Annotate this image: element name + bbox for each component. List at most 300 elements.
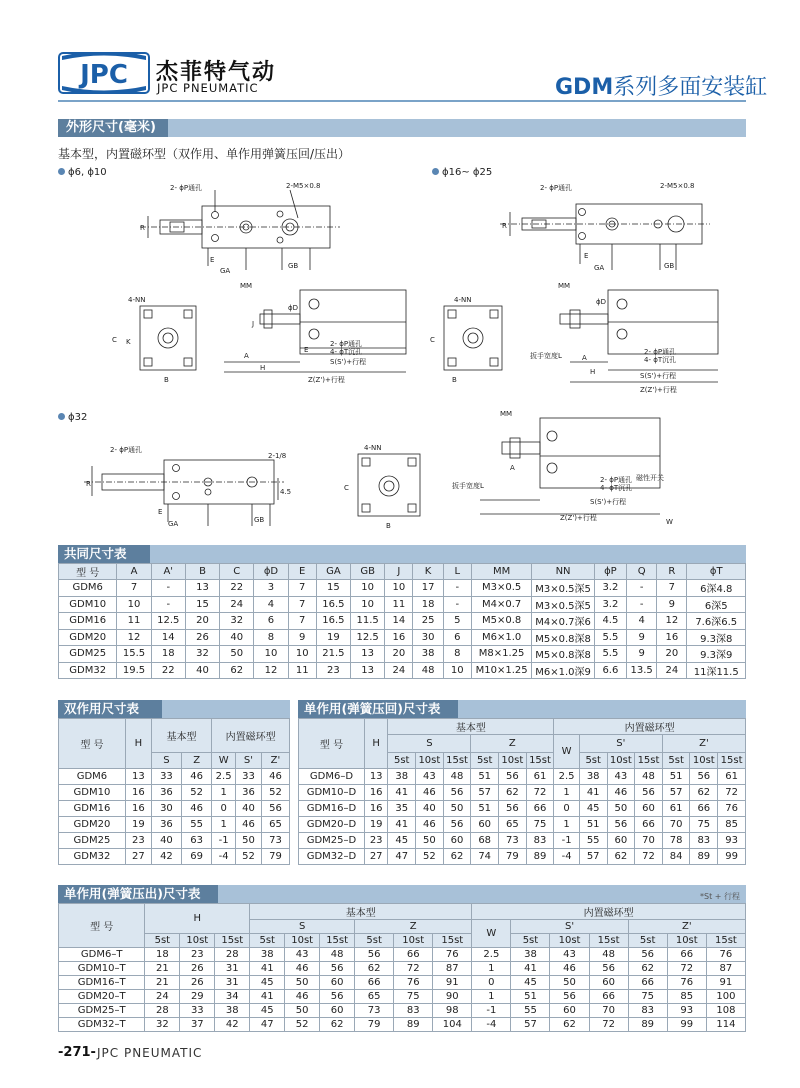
col-w: W xyxy=(212,753,236,769)
so-value-cell: 34 xyxy=(215,990,250,1004)
common-model-cell: GDM20 xyxy=(59,629,117,646)
common-value-cell: 4 xyxy=(254,596,288,613)
double-value-cell: 73 xyxy=(261,833,289,849)
so-value-cell: 60 xyxy=(320,1004,355,1018)
common-value-cell: M3×0.5深5 xyxy=(532,580,594,597)
common-value-cell: 13 xyxy=(351,662,385,679)
common-col-header: K xyxy=(413,564,443,580)
sb-value-cell: 72 xyxy=(526,785,554,801)
label-nn-16: 4-NN xyxy=(454,296,472,304)
sb-value-cell: 61 xyxy=(718,769,746,785)
common-value-cell: M6×1.0 xyxy=(471,629,531,646)
common-value-cell: 14 xyxy=(151,629,185,646)
sb-stroke-header: 5st xyxy=(662,753,690,769)
common-value-cell: 6深4.8 xyxy=(687,580,746,597)
drawing-side-view-6-10 xyxy=(104,282,414,392)
label-gb-16: GB xyxy=(664,262,675,270)
common-value-cell: 32 xyxy=(185,646,219,663)
jpc-logo xyxy=(58,52,150,94)
sb-value-cell: 19 xyxy=(364,817,387,833)
sb-value-cell: 72 xyxy=(635,849,663,865)
sb-value-cell: 56 xyxy=(443,785,471,801)
sb-stroke-header: 15st xyxy=(635,753,663,769)
double-row xyxy=(59,833,290,849)
so-row xyxy=(59,1018,746,1032)
col-h: H xyxy=(125,719,151,769)
stroke-note: *St + 行程 xyxy=(700,892,741,901)
common-value-cell: 5.5 xyxy=(594,629,626,646)
common-row xyxy=(59,613,746,630)
so-value-cell: 108 xyxy=(706,1004,745,1018)
sb-value-cell: 0 xyxy=(554,801,580,817)
label-d: ϕD xyxy=(288,304,299,312)
common-value-cell: 15 xyxy=(185,596,219,613)
double-value-cell: 56 xyxy=(261,801,289,817)
sb-value-cell: 43 xyxy=(607,769,635,785)
so-value-cell: 43 xyxy=(550,948,589,962)
sb-stroke-header: 5st xyxy=(579,753,607,769)
double-value-cell: 46 xyxy=(182,801,212,817)
common-value-cell: 22 xyxy=(220,580,254,597)
double-value-cell: 2.5 xyxy=(212,769,236,785)
common-value-cell: 12 xyxy=(117,629,151,646)
sb-value-cell: 56 xyxy=(443,817,471,833)
so-value-cell: 2.5 xyxy=(472,948,511,962)
so-value-cell: 75 xyxy=(394,990,433,1004)
sb-value-cell: 45 xyxy=(579,801,607,817)
common-value-cell: - xyxy=(627,596,657,613)
common-model-cell: GDM16 xyxy=(59,613,117,630)
double-value-cell: 1 xyxy=(212,817,236,833)
sb-stroke-header: 15st xyxy=(443,753,471,769)
so-value-cell: 46 xyxy=(550,962,589,976)
sb-value-cell: 89 xyxy=(526,849,554,865)
label-zstroke-32: Z(Z')+行程 xyxy=(560,514,597,522)
double-model-cell: GDM25 xyxy=(59,833,126,849)
double-value-cell: 36 xyxy=(236,785,262,801)
label-rc-32: 2-1/8 xyxy=(268,452,287,460)
sb-value-cell: 50 xyxy=(443,801,471,817)
double-value-cell: 19 xyxy=(125,817,151,833)
page-number: -271- xyxy=(58,1045,96,1060)
common-value-cell: 3.2 xyxy=(594,580,626,597)
so-value-cell: 83 xyxy=(394,1004,433,1018)
sb-value-cell: 75 xyxy=(526,817,554,833)
sb-value-cell: 38 xyxy=(388,769,416,785)
sb-value-cell: 2.5 xyxy=(554,769,580,785)
sb-stroke-header: 15st xyxy=(526,753,554,769)
series-title xyxy=(555,70,767,101)
label-ga-32: GA xyxy=(168,520,179,528)
sb-value-cell: 50 xyxy=(416,833,444,849)
common-value-cell: 40 xyxy=(185,662,219,679)
common-value-cell: 9 xyxy=(657,596,687,613)
label-ga: GA xyxy=(220,267,231,275)
double-row xyxy=(59,785,290,801)
common-value-cell: M3×0.5深5 xyxy=(532,596,594,613)
col-s: S xyxy=(151,753,181,769)
so-value-cell: 65 xyxy=(355,990,394,1004)
col-s2: S' xyxy=(236,753,262,769)
so-value-cell: 24 xyxy=(145,990,180,1004)
common-value-cell: 7 xyxy=(288,580,316,597)
double-value-cell: 33 xyxy=(236,769,262,785)
sb-value-cell: 78 xyxy=(662,833,690,849)
label-m5-16: 2-M5×0.8 xyxy=(660,182,695,190)
so-value-cell: 48 xyxy=(589,948,628,962)
sb-value-cell: 62 xyxy=(607,849,635,865)
so-model-cell: GDM25–T xyxy=(59,1004,145,1018)
label-magnet-32: 磁性开关 xyxy=(636,474,664,482)
double-table-title: 双作用尺寸表 xyxy=(58,700,162,718)
so-value-cell: 62 xyxy=(320,1018,355,1032)
so-value-cell: 73 xyxy=(355,1004,394,1018)
label-e2: E xyxy=(304,346,309,354)
sb-value-cell: 47 xyxy=(388,849,416,865)
group-label-16-25: ϕ16~ ϕ25 xyxy=(432,167,492,178)
common-value-cell: 16 xyxy=(657,629,687,646)
sb-value-cell: -4 xyxy=(554,849,580,865)
double-value-cell: 46 xyxy=(182,769,212,785)
section-title: 外形尺寸(毫米) xyxy=(58,119,168,137)
so-value-cell: 37 xyxy=(180,1018,215,1032)
so-value-cell: 55 xyxy=(511,1004,550,1018)
sb-col-s: S xyxy=(388,735,471,753)
common-value-cell: 5 xyxy=(443,613,471,630)
so-value-cell: 60 xyxy=(320,976,355,990)
so-value-cell: 46 xyxy=(285,990,320,1004)
label-stroke: S(S')+行程 xyxy=(330,358,367,366)
label-r-16: R xyxy=(502,222,507,230)
common-value-cell: 9 xyxy=(627,629,657,646)
double-value-cell: 63 xyxy=(182,833,212,849)
common-value-cell: 18 xyxy=(151,646,185,663)
so-col-w: W xyxy=(472,920,511,948)
label-h: H xyxy=(260,364,266,372)
sb-value-cell: 48 xyxy=(635,769,663,785)
common-value-cell: 6.6 xyxy=(594,662,626,679)
so-value-cell: 85 xyxy=(667,990,706,1004)
label-nn: 4-NN xyxy=(128,296,146,304)
common-value-cell: M4×0.7深6 xyxy=(532,613,594,630)
label-r-32: R xyxy=(86,480,91,488)
so-stroke-header: 15st xyxy=(433,934,472,948)
double-value-cell: 52 xyxy=(236,849,262,865)
so-col-s2: S' xyxy=(511,920,628,934)
label-b-16: B xyxy=(452,376,457,384)
so-value-cell: 60 xyxy=(550,1004,589,1018)
common-value-cell: 17 xyxy=(413,580,443,597)
so-value-cell: 1 xyxy=(472,990,511,1004)
so-value-cell: 90 xyxy=(433,990,472,1004)
common-value-cell: M6×1.0深9 xyxy=(532,662,594,679)
so-value-cell: 23 xyxy=(180,948,215,962)
common-col-header: E xyxy=(288,564,316,580)
common-value-cell: 24 xyxy=(385,662,413,679)
common-col-header: MM xyxy=(471,564,531,580)
sb-value-cell: 56 xyxy=(690,769,718,785)
common-value-cell: 19.5 xyxy=(117,662,151,679)
so-value-cell: 31 xyxy=(215,962,250,976)
col-basic: 基本型 xyxy=(151,719,211,753)
sb-value-cell: 60 xyxy=(443,833,471,849)
sb-value-cell: 61 xyxy=(526,769,554,785)
drawing-side-view-32 xyxy=(440,410,680,528)
label-c: C xyxy=(112,336,117,344)
sb-value-cell: 46 xyxy=(416,817,444,833)
footer-brand: JPC PNEUMATIC xyxy=(97,1046,203,1060)
common-value-cell: 13.5 xyxy=(627,662,657,679)
sb-value-cell: 56 xyxy=(635,785,663,801)
series-suffix: 系列多面安装缸 xyxy=(613,75,768,100)
common-value-cell: 12 xyxy=(657,613,687,630)
sb-value-cell: 89 xyxy=(690,849,718,865)
drawing-top-view-32 xyxy=(84,430,294,530)
label-e-32: E xyxy=(158,508,163,516)
so-value-cell: 38 xyxy=(250,948,285,962)
common-col-header: L xyxy=(443,564,471,580)
label-stroke-32: S(S')+行程 xyxy=(590,498,627,506)
so-col-s: S xyxy=(250,920,355,934)
so-model-cell: GDM20–T xyxy=(59,990,145,1004)
sb-value-cell: 1 xyxy=(554,785,580,801)
label-j: J xyxy=(252,320,255,328)
sb-value-cell: 72 xyxy=(718,785,746,801)
so-value-cell: 99 xyxy=(667,1018,706,1032)
common-dimension-table xyxy=(58,563,746,679)
so-value-cell: 33 xyxy=(180,1004,215,1018)
common-value-cell: 10 xyxy=(351,580,385,597)
double-value-cell: 30 xyxy=(151,801,181,817)
common-value-cell: 14 xyxy=(385,613,413,630)
sb-value-cell: 65 xyxy=(499,817,527,833)
common-value-cell: 50 xyxy=(220,646,254,663)
common-row xyxy=(59,662,746,679)
double-value-cell: 52 xyxy=(182,785,212,801)
sb-value-cell: 57 xyxy=(662,785,690,801)
label-b: B xyxy=(164,376,169,384)
sb-value-cell: 61 xyxy=(662,801,690,817)
so-stroke-header: 10st xyxy=(180,934,215,948)
double-value-cell: -1 xyxy=(212,833,236,849)
so-value-cell: 26 xyxy=(180,962,215,976)
sb-value-cell: 23 xyxy=(364,833,387,849)
sb-value-cell: 57 xyxy=(471,785,499,801)
sb-model-cell: GDM16–D xyxy=(299,801,365,817)
common-col-header: ϕT xyxy=(687,564,746,580)
common-value-cell: 40 xyxy=(220,629,254,646)
spring-back-table xyxy=(298,718,746,865)
so-value-cell: 56 xyxy=(628,948,667,962)
sb-value-cell: 46 xyxy=(416,785,444,801)
sb-stroke-header: 5st xyxy=(388,753,416,769)
so-stroke-header: 10st xyxy=(285,934,320,948)
common-value-cell: 12.5 xyxy=(151,613,185,630)
so-col-basic: 基本型 xyxy=(250,904,472,920)
so-value-cell: 31 xyxy=(215,976,250,990)
so-value-cell: 76 xyxy=(706,948,745,962)
so-value-cell: 62 xyxy=(550,1018,589,1032)
common-value-cell: 7 xyxy=(288,596,316,613)
so-value-cell: 91 xyxy=(706,976,745,990)
label-port2-32: 2- ϕP通孔 xyxy=(600,476,633,484)
so-value-cell: 72 xyxy=(589,1018,628,1032)
label-nn-32: 4-NN xyxy=(364,444,382,452)
so-value-cell: 70 xyxy=(589,1004,628,1018)
common-value-cell: 32 xyxy=(220,613,254,630)
so-value-cell: 62 xyxy=(628,962,667,976)
section-subtitle: 基本型，内置磁环型（双作用、单作用弹簧压回/压出） xyxy=(58,147,351,161)
common-value-cell: M5×0.8深8 xyxy=(532,646,594,663)
common-value-cell: 23 xyxy=(316,662,350,679)
label-gb-32: GB xyxy=(254,516,265,524)
sb-value-cell: 70 xyxy=(662,817,690,833)
common-value-cell: 13 xyxy=(351,646,385,663)
common-table-bar xyxy=(58,545,746,563)
so-value-cell: 28 xyxy=(215,948,250,962)
sb-col-magnet: 内置磁环型 xyxy=(554,719,746,735)
label-tc-32: 4- ϕT沉孔 xyxy=(600,484,633,492)
double-value-cell: 79 xyxy=(261,849,289,865)
common-row xyxy=(59,629,746,646)
common-value-cell: M3×0.5 xyxy=(471,580,531,597)
so-value-cell: 28 xyxy=(145,1004,180,1018)
common-value-cell: 7 xyxy=(288,613,316,630)
common-value-cell: 22 xyxy=(151,662,185,679)
sb-value-cell: 51 xyxy=(471,769,499,785)
double-row xyxy=(59,817,290,833)
label-e-16: E xyxy=(584,252,589,260)
so-row xyxy=(59,948,746,962)
label-port: 2- ϕP通孔 xyxy=(170,184,203,192)
header-divider xyxy=(58,100,746,102)
common-row xyxy=(59,580,746,597)
group-label-32: ϕ32 xyxy=(58,412,87,423)
so-value-cell: 104 xyxy=(433,1018,472,1032)
sb-value-cell: 84 xyxy=(662,849,690,865)
sb-col-s2: S' xyxy=(579,735,662,753)
drawing-top-view-6-10 xyxy=(140,178,340,276)
common-value-cell: 16.5 xyxy=(316,613,350,630)
sb-value-cell: 27 xyxy=(364,849,387,865)
so-value-cell: 76 xyxy=(433,948,472,962)
so-stroke-header: 15st xyxy=(320,934,355,948)
label-port-32: 2- ϕP通孔 xyxy=(110,446,143,454)
common-value-cell: 16.5 xyxy=(316,596,350,613)
label-k: K xyxy=(126,338,131,346)
sb-value-cell: 35 xyxy=(388,801,416,817)
sb-stroke-header: 5st xyxy=(471,753,499,769)
label-c-16: C xyxy=(430,336,435,344)
so-value-cell: 66 xyxy=(394,948,433,962)
sb-value-cell: 62 xyxy=(690,785,718,801)
sb-col-z: Z xyxy=(471,735,554,753)
double-value-cell: 23 xyxy=(125,833,151,849)
sb-col-basic: 基本型 xyxy=(388,719,554,735)
common-value-cell: 24 xyxy=(220,596,254,613)
sb-value-cell: 1 xyxy=(554,817,580,833)
sb-value-cell: 73 xyxy=(499,833,527,849)
common-value-cell: 15 xyxy=(316,580,350,597)
label-zstroke-16: Z(Z')+行程 xyxy=(640,386,677,394)
so-value-cell: 93 xyxy=(667,1004,706,1018)
label-e: E xyxy=(210,256,215,264)
common-value-cell: 25 xyxy=(413,613,443,630)
sb-value-cell: 46 xyxy=(607,785,635,801)
sb-col-w: W xyxy=(554,735,580,769)
common-value-cell: 3 xyxy=(254,580,288,597)
so-value-cell: 42 xyxy=(215,1018,250,1032)
so-col-z2: Z' xyxy=(628,920,745,934)
so-stroke-row xyxy=(59,934,746,948)
common-value-cell: 21.5 xyxy=(316,646,350,663)
double-row xyxy=(59,769,290,785)
label-port-16: 2- ϕP通孔 xyxy=(540,184,573,192)
double-value-cell: 27 xyxy=(125,849,151,865)
so-value-cell: 91 xyxy=(433,976,472,990)
so-value-cell: 50 xyxy=(285,1004,320,1018)
label-a-32: A xyxy=(510,464,515,472)
col-z: Z xyxy=(182,753,212,769)
common-value-cell: 9 xyxy=(627,646,657,663)
double-value-cell: 1 xyxy=(212,785,236,801)
so-stroke-header: 15st xyxy=(215,934,250,948)
so-model-cell: GDM16–T xyxy=(59,976,145,990)
sb-value-cell: 66 xyxy=(690,801,718,817)
common-value-cell: - xyxy=(443,580,471,597)
so-value-cell: -4 xyxy=(472,1018,511,1032)
common-value-cell: 48 xyxy=(413,662,443,679)
common-col-header: A xyxy=(117,564,151,580)
common-value-cell: - xyxy=(151,596,185,613)
sb-row xyxy=(299,801,746,817)
sb-stroke-header: 15st xyxy=(718,753,746,769)
common-col-header: R xyxy=(657,564,687,580)
so-value-cell: 87 xyxy=(433,962,472,976)
common-model-cell: GDM10 xyxy=(59,596,117,613)
so-row xyxy=(59,976,746,990)
common-value-cell: 5.5 xyxy=(594,646,626,663)
label-w-32: W xyxy=(666,518,673,526)
so-value-cell: 45 xyxy=(250,1004,285,1018)
common-col-header: GA xyxy=(316,564,350,580)
common-value-cell: 4.5 xyxy=(594,613,626,630)
double-value-cell: 55 xyxy=(182,817,212,833)
common-value-cell: 6深5 xyxy=(687,596,746,613)
common-value-cell: 10 xyxy=(288,646,316,663)
common-value-cell: 7.6深6.5 xyxy=(687,613,746,630)
double-value-cell: 13 xyxy=(125,769,151,785)
sb-value-cell: 13 xyxy=(364,769,387,785)
sb-value-cell: 70 xyxy=(635,833,663,849)
label-q-32: 4.5 xyxy=(280,488,292,496)
spring-out-table-title: 单作用(弹簧压出)尺寸表 xyxy=(58,885,218,903)
double-value-cell: 50 xyxy=(236,833,262,849)
sb-value-cell: 38 xyxy=(579,769,607,785)
label-mm-32: MM xyxy=(500,410,513,418)
so-stroke-header: 10st xyxy=(394,934,433,948)
common-value-cell: 4 xyxy=(627,613,657,630)
double-value-cell: 16 xyxy=(125,785,151,801)
sb-value-cell: 51 xyxy=(662,769,690,785)
so-value-cell: 0 xyxy=(472,976,511,990)
common-value-cell: 9.3深9 xyxy=(687,646,746,663)
sb-model-cell: GDM32–D xyxy=(299,849,365,865)
so-value-cell: 66 xyxy=(589,990,628,1004)
sb-stroke-header: 10st xyxy=(416,753,444,769)
common-row xyxy=(59,646,746,663)
label-r: R xyxy=(140,224,145,232)
